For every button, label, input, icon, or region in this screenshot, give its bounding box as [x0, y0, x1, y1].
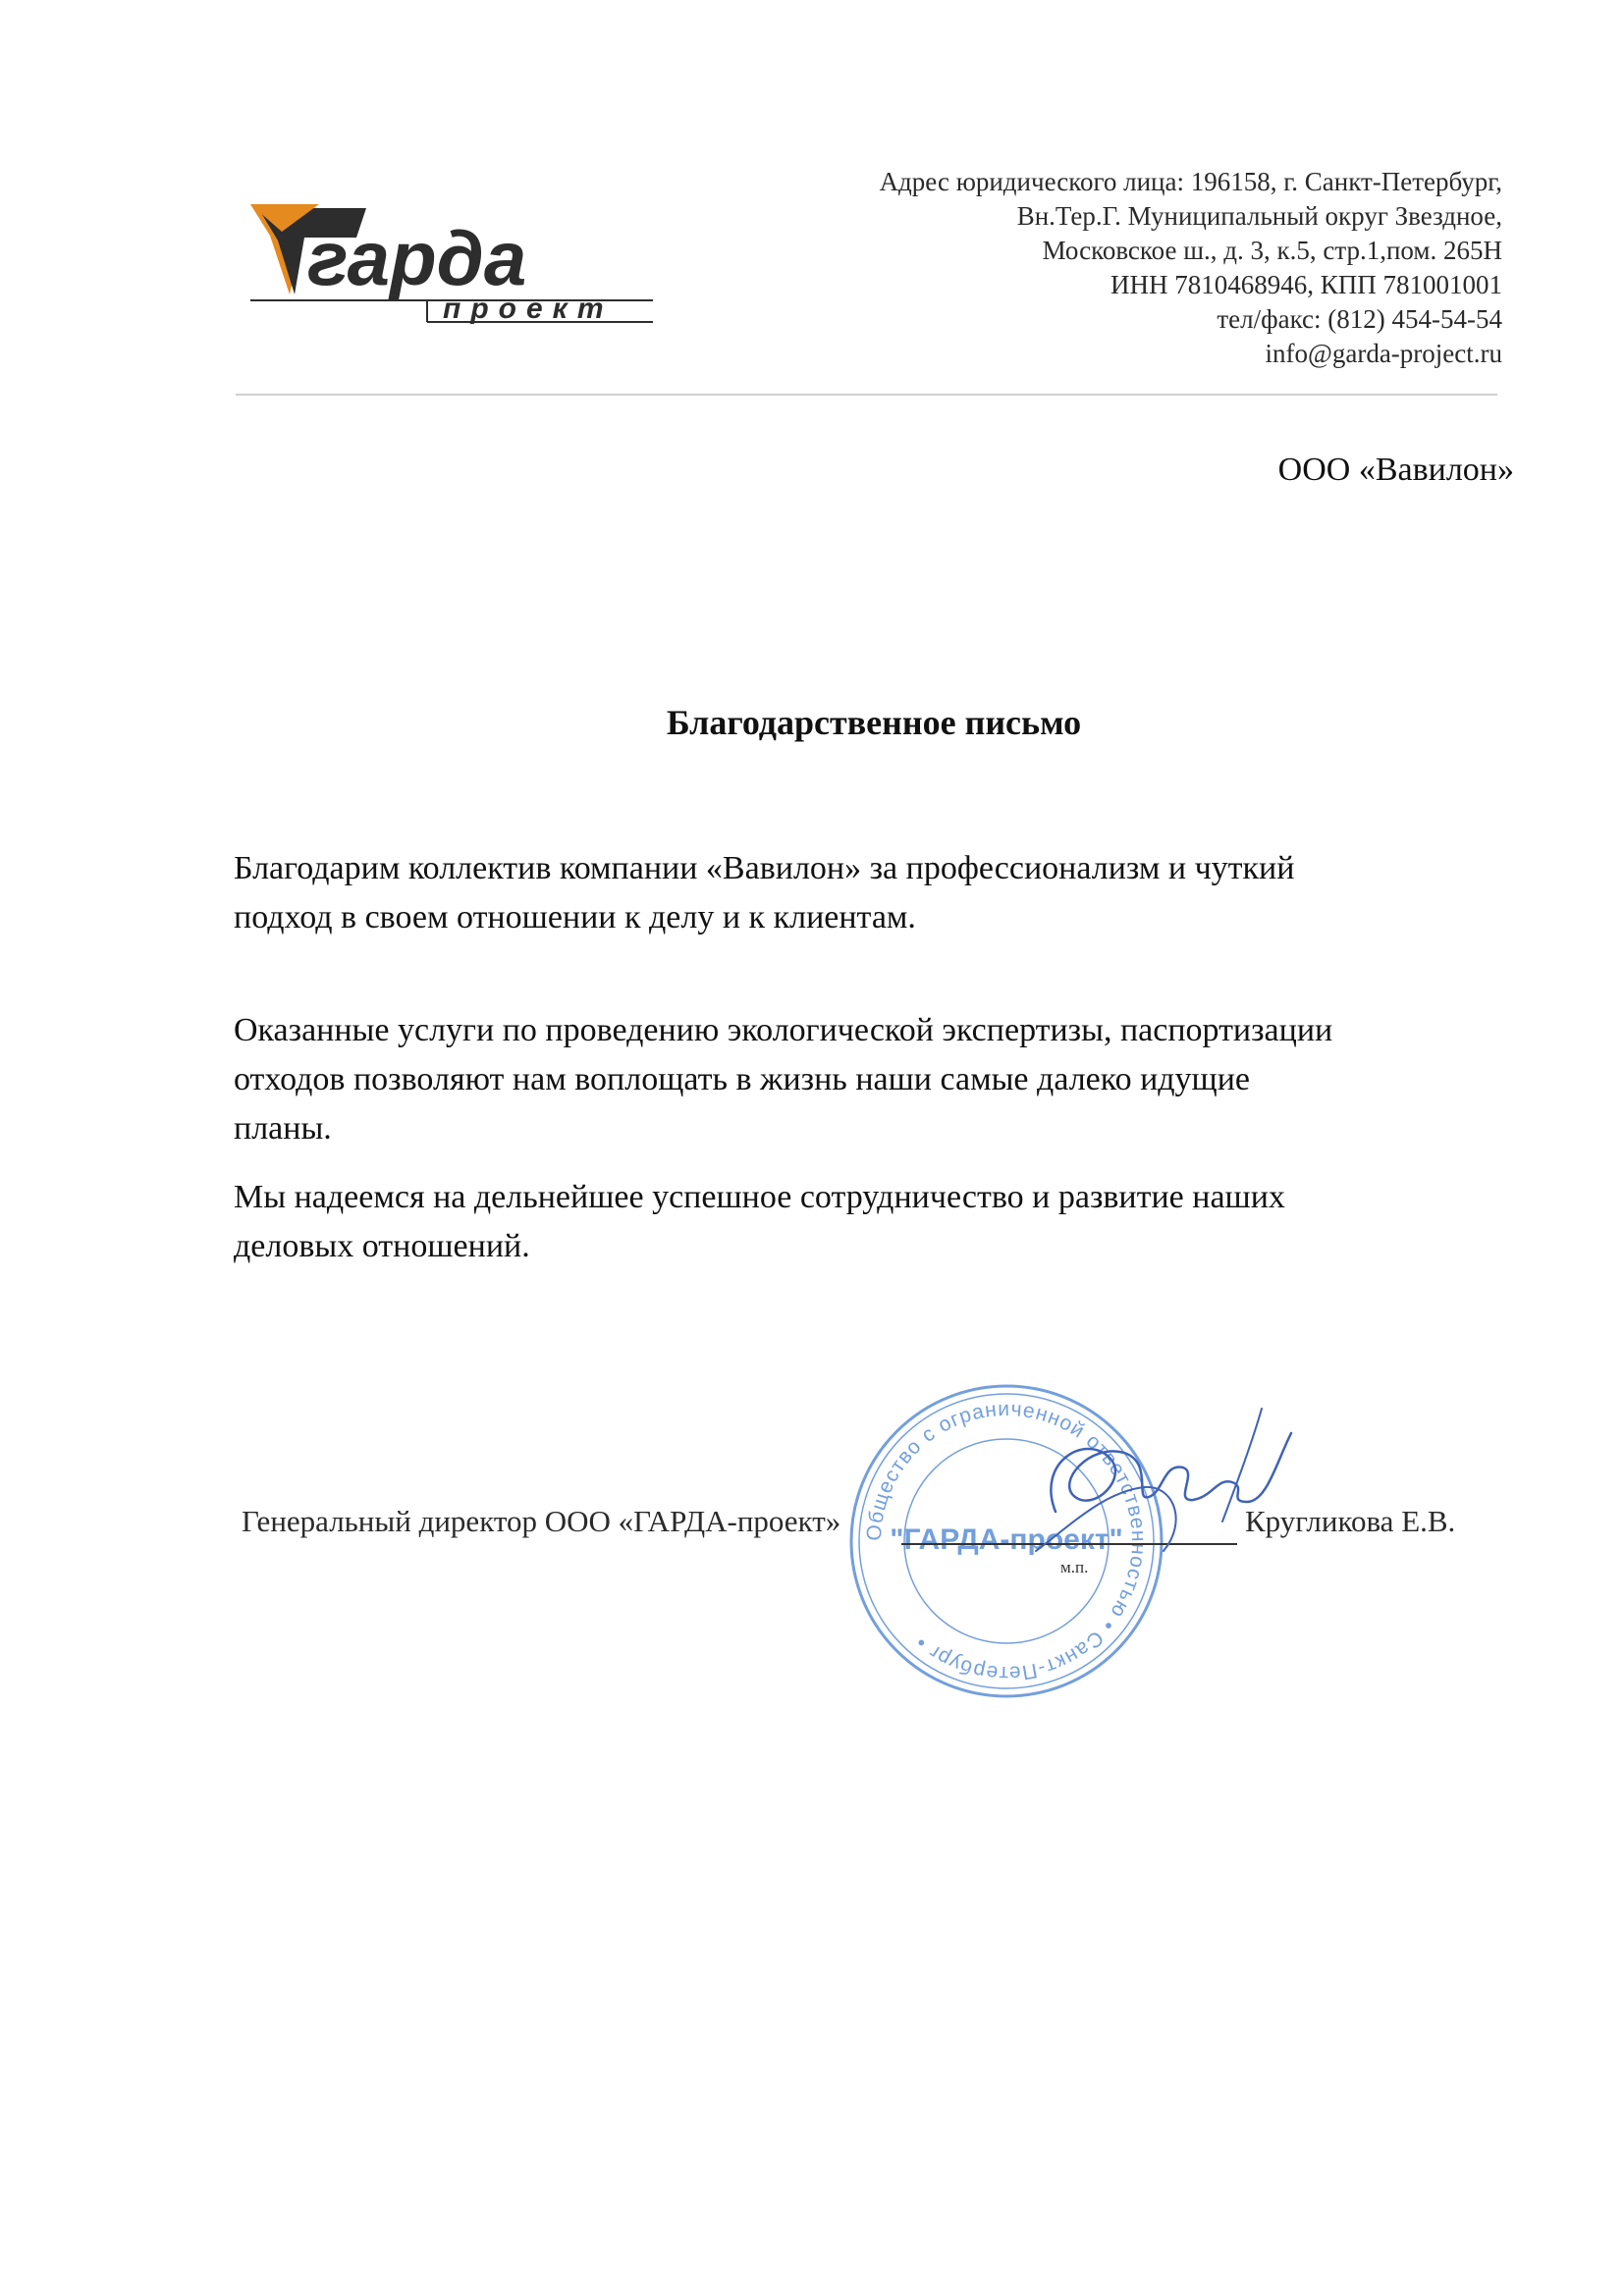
signatory-position: Генеральный директор ООО «ГАРДА-проект»: [242, 1504, 841, 1538]
letterhead-address: [687, 165, 1502, 371]
stamp-ring-text: Общество с ограниченной ответственностью • Санкт-Петербург •: [862, 1397, 1151, 1685]
email-line: info@garda-project.ru: [1265, 339, 1502, 368]
paragraph-line: Благодарим коллектив компании «Вавилон» за профессионализм и чуткий: [234, 850, 1295, 886]
logo-sub-text: проект: [443, 293, 614, 325]
paragraph-line: деловых отношений.: [234, 1228, 530, 1264]
address-line: Московское ш., д. 3, к.5, стр.1,пом. 265Н: [1042, 236, 1502, 265]
paragraph-line: подход в своем отношении к делу и к клиентам.: [234, 899, 916, 935]
paragraph-line: Оказанные услуги по проведению экологической экспертизы, паспортизации: [234, 1012, 1333, 1048]
recipient: ООО «Вавилон»: [1277, 452, 1514, 488]
address-line: Вн.Тер.Г. Муниципальный округ Звездное,: [1016, 201, 1502, 231]
inn-kpp-line: ИНН 7810468946, КПП 781001001: [1110, 270, 1502, 299]
garda-logo: [250, 196, 663, 344]
header-divider: [236, 394, 1497, 396]
handwritten-signature: [1016, 1404, 1311, 1571]
stamp-center-text: "ГАРДА-проект": [890, 1523, 1123, 1556]
body-paragraph-2: [234, 1006, 1510, 1153]
phone-line: тел/факс: (812) 454-54-54: [1217, 304, 1502, 334]
stamp-mark-label: м.п.: [1060, 1558, 1089, 1576]
paragraph-line: Мы надеемся на дельнейшее успешное сотрудничество и развитие наших: [234, 1179, 1285, 1215]
address-line: Адрес юридического лица: 196158, г. Санкт-Петербург,: [879, 167, 1502, 196]
logo-main-text: гарда: [307, 215, 527, 301]
paragraph-line: планы.: [234, 1110, 332, 1147]
letter-title: Благодарственное письмо: [666, 703, 1082, 742]
body-paragraph-3: [234, 1173, 1510, 1271]
body-paragraph-1: [234, 844, 1510, 942]
paragraph-line: отходов позволяют нам воплощать в жизнь наши самые далеко идущие: [234, 1061, 1251, 1097]
signatory-name: Кругликова Е.В.: [1245, 1504, 1456, 1538]
